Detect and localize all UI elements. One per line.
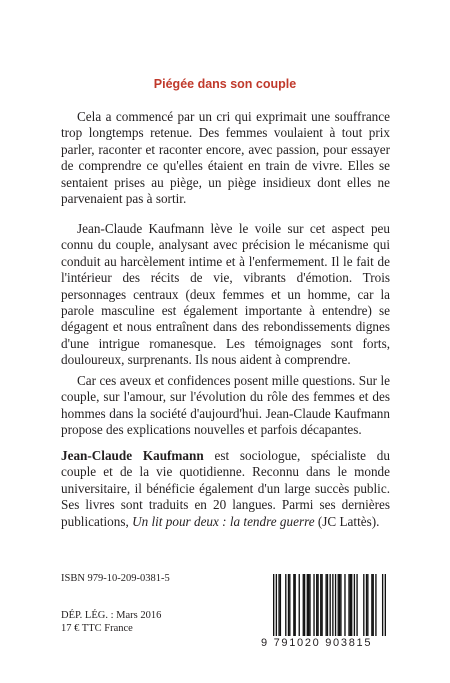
bio-text-2: (JC Lattès). [314, 513, 380, 529]
barcode-digits: 9 791020 903815 [261, 637, 373, 649]
cited-book-title: Un lit pour deux : la tendre guerre [132, 513, 315, 529]
barcode [261, 574, 391, 652]
barcode-bars [273, 574, 386, 636]
blurb-paragraph-3: Car ces aveux et confidences posent mille questions. Sur le couple, sur l'amour, sur l'évolution du rôle des femmes et des hommes dans la société d'aujourd'hui. Jean-Claude Kaufmann propose des explications nouvelles et parfois décapantes. [61, 373, 390, 438]
author-bio [61, 448, 390, 530]
book-title: Piégée dans son couple [153, 77, 297, 91]
price-line: 17 € TTC France [61, 623, 133, 634]
blurb-paragraph-1: Cela a commencé par un cri qui exprimait une souffrance trop longtemps retenue. Des femmes voulaient à tout prix parler, raconter et raconter encore, avec passion, pour essayer de comprendre ce qu'elles étaient en train de vivre. Elles se sentaient prises au piège, un piège insidieux dont elles ne parvenaient pas à sortir. [61, 109, 390, 207]
bio-text-1: est sociologue, spécialiste du couple et de la vie quotidienne. Reconnu dans le monde universitaire, il bénéficie également d'un large succès public. Ses livres sont traduits en 20 langues. Parmi ses dernières publications, [61, 448, 390, 529]
blurb-paragraph-2: Jean-Claude Kaufmann lève le voile sur cet aspect peu connu du couple, analysant avec précision le mécanisme qui conduit au harcèlement intime et à l'enfermement. Il le fait de l'intérieur des récits de vie, vibrants d'émotion. Trois personnages centraux (deux femmes et un homme, car la parole masculine est également importante à entendre) se dégagent et nous entraînent dans des rebondissements dignes d'une intrigue romanesque. Les témoignages sont forts, douloureux, surprenants. Ils nous aident à comprendre. [61, 221, 390, 368]
isbn-line: ISBN 979-10-209-0381-5 [61, 573, 170, 584]
legal-deposit-line: DÉP. LÉG. : Mars 2016 [61, 610, 162, 621]
author-name: Jean-Claude Kaufmann [61, 448, 204, 463]
